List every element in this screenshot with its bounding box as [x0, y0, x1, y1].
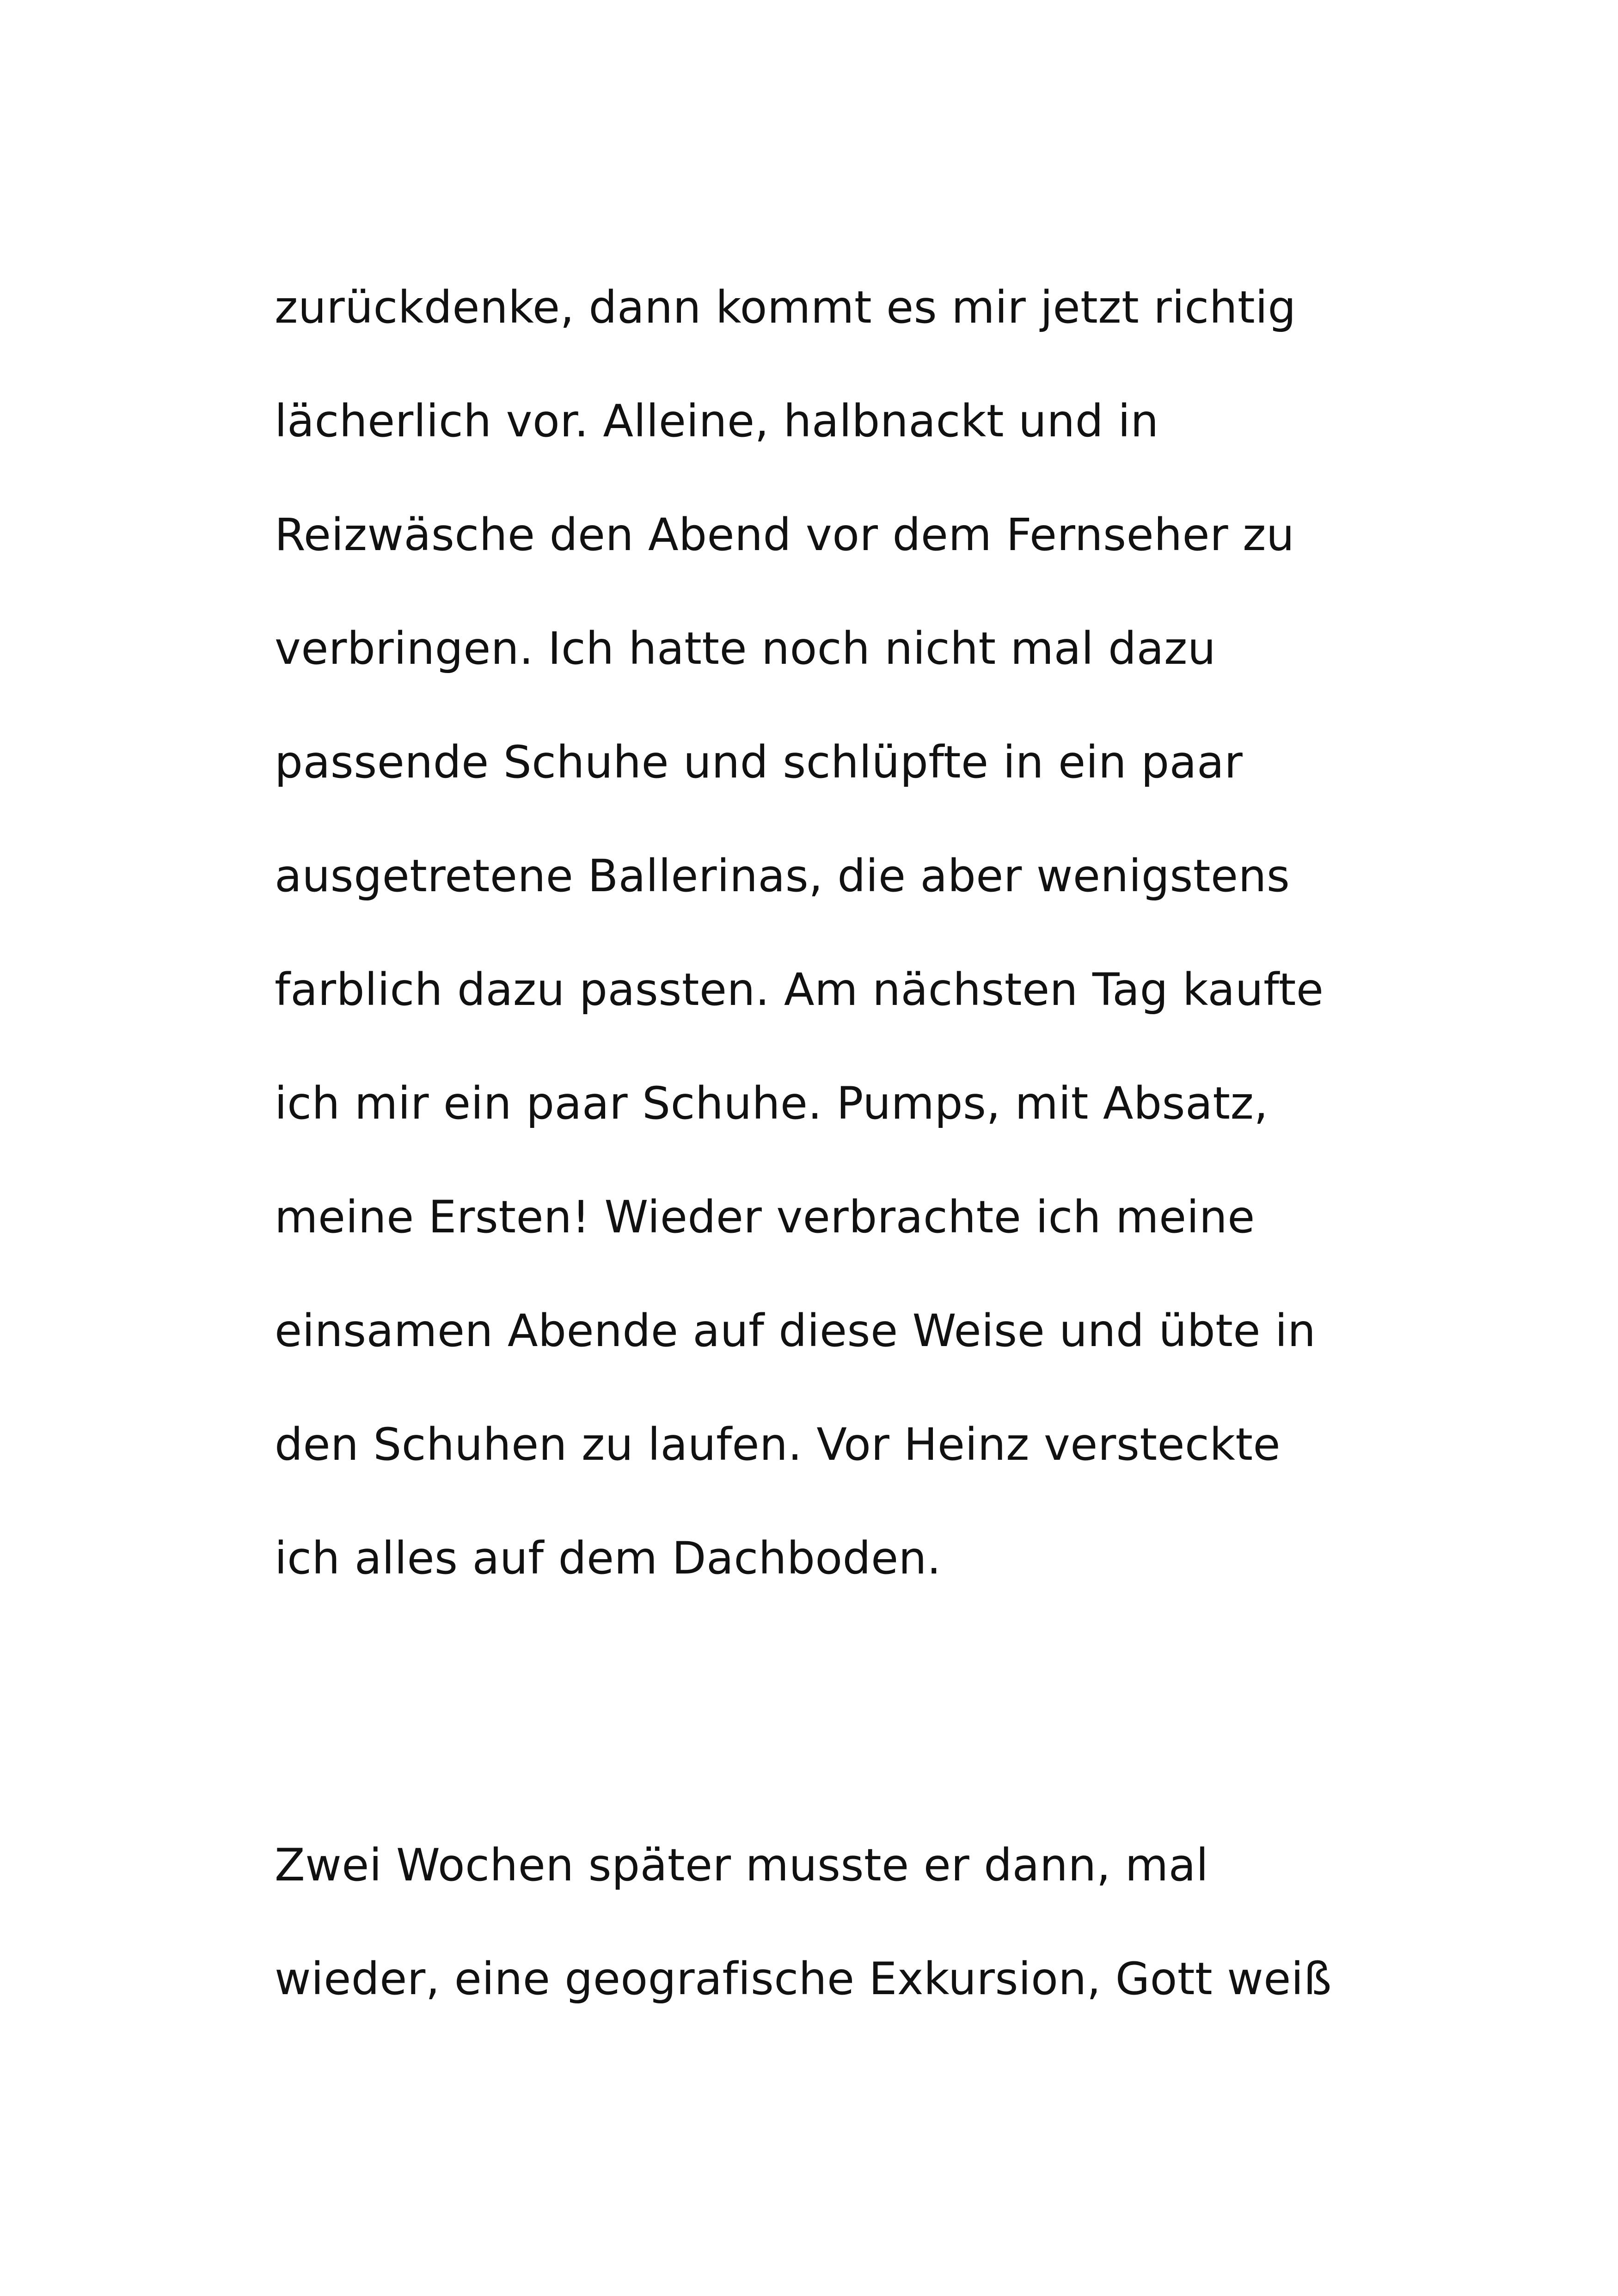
text-line: farblich dazu passten. Am nächsten Tag kaufte — [275, 964, 1324, 1016]
text-line: zurückdenke, dann kommt es mir jetzt richtig — [275, 282, 1296, 333]
text-line: ich alles auf dem Dachboden. — [275, 1532, 941, 1584]
paragraph — [275, 273, 1384, 1637]
text-line: Zwei Wochen später musste er dann, mal — [275, 1839, 1209, 1891]
text-line: meine Ersten! Wieder verbrachte ich meine — [275, 1191, 1255, 1243]
text-line: lächerlich vor. Alleine, halbnackt und in — [275, 395, 1159, 447]
paragraph — [275, 1831, 1384, 2058]
text-line: ausgetretene Ballerinas, die aber wenigstens — [275, 850, 1290, 902]
text-line: Reizwäsche den Abend vor dem Fernseher zu — [275, 509, 1295, 561]
text-line: passende Schuhe und schlüpfte in ein paar — [275, 736, 1243, 788]
text-line: den Schuhen zu laufen. Vor Heinz versteckte — [275, 1419, 1281, 1470]
text-line: wieder, eine geografische Exkursion, Gott weiß — [275, 1953, 1332, 2005]
text-line: verbringen. Ich hatte noch nicht mal dazu — [275, 623, 1216, 674]
text-line: ich mir ein paar Schuhe. Pumps, mit Absatz, — [275, 1078, 1269, 1129]
text-line: einsamen Abende auf diese Weise und übte in — [275, 1305, 1316, 1357]
